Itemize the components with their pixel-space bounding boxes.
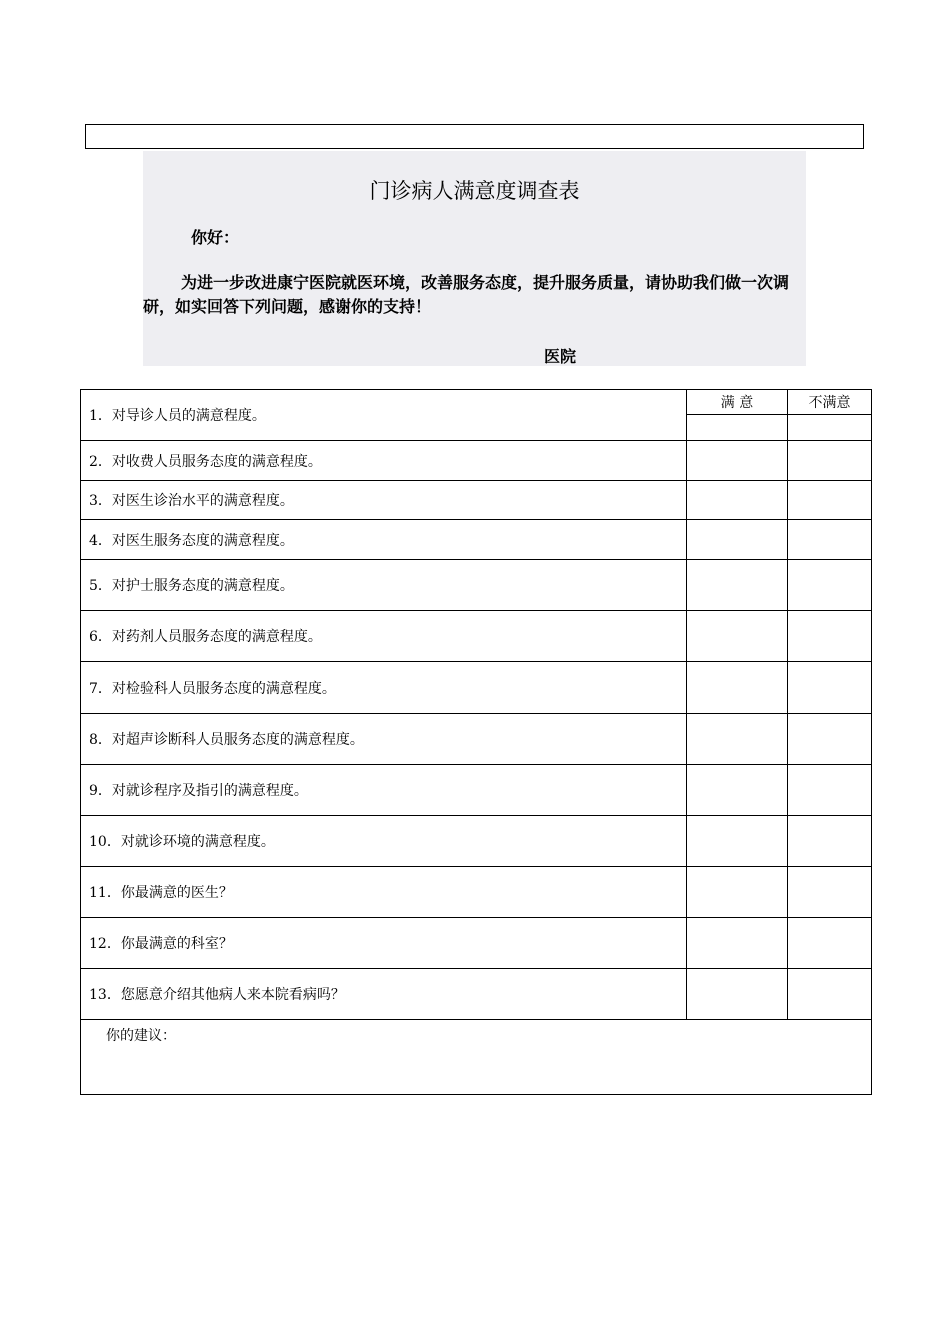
satisfied-cell[interactable] <box>687 415 788 441</box>
table-row <box>81 1020 872 1095</box>
table-row <box>81 520 872 560</box>
question-13: 13．您愿意介绍其他病人来本院看病吗？ <box>81 969 687 1020</box>
unsatisfied-cell[interactable] <box>788 662 872 714</box>
question-1: 1．对导诊人员的满意程度。 <box>81 390 687 441</box>
question-11: 11．你最满意的医生？ <box>81 867 687 918</box>
unsatisfied-cell[interactable] <box>788 714 872 765</box>
suggestion-label: 你的建议： <box>106 1028 176 1044</box>
unsatisfied-cell[interactable] <box>788 867 872 918</box>
table-row <box>81 918 872 969</box>
unsatisfied-cell[interactable] <box>788 520 872 560</box>
satisfied-cell[interactable] <box>687 520 788 560</box>
table-row <box>81 390 872 415</box>
intro-paragraph: 为进一步改进康宁医院就医环境，改善服务态度，提升服务质量，请协助我们做一次调研，如实回答下列问题，感谢你的支持！ <box>143 273 790 316</box>
unsatisfied-cell[interactable] <box>788 481 872 520</box>
question-9: 9．对就诊程序及指引的满意程度。 <box>81 765 687 816</box>
satisfied-header: 满 意 <box>687 390 788 415</box>
satisfied-cell[interactable] <box>687 560 788 611</box>
table-row <box>81 441 872 481</box>
greeting: 你好： <box>191 228 240 247</box>
question-12: 12．你最满意的科室？ <box>81 918 687 969</box>
unsatisfied-cell[interactable] <box>788 560 872 611</box>
table-row <box>81 969 872 1020</box>
table-row <box>81 714 872 765</box>
unsatisfied-cell[interactable] <box>788 816 872 867</box>
satisfied-cell[interactable] <box>687 765 788 816</box>
satisfied-cell[interactable] <box>687 816 788 867</box>
question-10: 10．对就诊环境的满意程度。 <box>81 816 687 867</box>
table-row <box>81 867 872 918</box>
table-row <box>81 481 872 520</box>
satisfied-cell[interactable] <box>687 611 788 662</box>
unsatisfied-cell[interactable] <box>788 918 872 969</box>
top-frame <box>85 124 864 149</box>
unsatisfied-cell[interactable] <box>788 441 872 481</box>
unsatisfied-cell[interactable] <box>788 969 872 1020</box>
question-6: 6．对药剂人员服务态度的满意程度。 <box>81 611 687 662</box>
intro-section <box>143 151 806 366</box>
unsatisfied-cell[interactable] <box>788 765 872 816</box>
survey-table <box>80 389 872 1095</box>
satisfied-cell[interactable] <box>687 441 788 481</box>
question-4: 4．对医生服务态度的满意程度。 <box>81 520 687 560</box>
table-row <box>81 611 872 662</box>
page-title: 门诊病人满意度调查表 <box>369 179 580 203</box>
question-3: 3．对医生诊治水平的满意程度。 <box>81 481 687 520</box>
unsatisfied-cell[interactable] <box>788 611 872 662</box>
table-row <box>81 765 872 816</box>
satisfied-cell[interactable] <box>687 969 788 1020</box>
table-row <box>81 816 872 867</box>
satisfied-cell[interactable] <box>687 662 788 714</box>
suggestion-field[interactable] <box>81 1020 872 1095</box>
unsatisfied-cell[interactable] <box>788 415 872 441</box>
question-5: 5．对护士服务态度的满意程度。 <box>81 560 687 611</box>
unsatisfied-header: 不满意 <box>788 390 872 415</box>
question-2: 2．对收费人员服务态度的满意程度。 <box>81 441 687 481</box>
satisfied-cell[interactable] <box>687 918 788 969</box>
table-row <box>81 560 872 611</box>
hospital-label: 医院 <box>544 347 577 366</box>
satisfied-cell[interactable] <box>687 714 788 765</box>
table-row <box>81 662 872 714</box>
question-8: 8．对超声诊断科人员服务态度的满意程度。 <box>81 714 687 765</box>
satisfied-cell[interactable] <box>687 481 788 520</box>
satisfied-cell[interactable] <box>687 867 788 918</box>
question-7: 7．对检验科人员服务态度的满意程度。 <box>81 662 687 714</box>
